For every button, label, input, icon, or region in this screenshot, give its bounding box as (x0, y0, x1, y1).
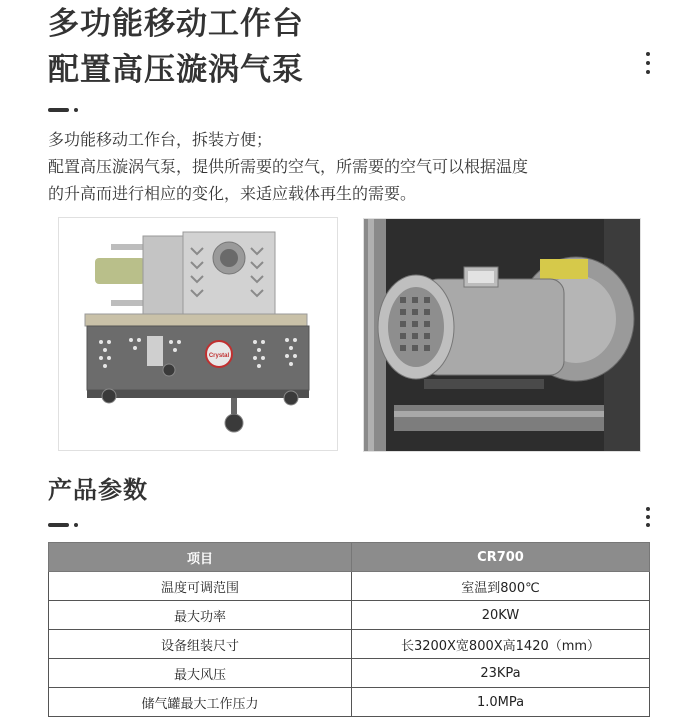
specs-table (48, 542, 650, 717)
table-row (49, 572, 650, 601)
table-cell: 最大风压 (49, 659, 352, 688)
section-divider (48, 523, 84, 529)
page-title-line-2: 配置高压漩涡气泵 (48, 52, 304, 88)
page-title-line-1: 多功能移动工作台 (48, 6, 304, 42)
table-cell: 室温到800℃ (352, 572, 650, 601)
table-row (49, 659, 650, 688)
more-vertical-icon[interactable] (646, 52, 652, 78)
more-vertical-icon[interactable] (646, 507, 652, 533)
table-row (49, 630, 650, 659)
table-cell: 23KPa (352, 659, 650, 688)
column-header: 项目 (49, 543, 352, 572)
description-line: 配置高压漩涡气泵，提供所需要的空气，所需要的空气可以根据温度 (48, 157, 529, 176)
table-cell: 设备组装尺寸 (49, 630, 352, 659)
table-header-row (49, 543, 650, 572)
section-divider (48, 108, 84, 114)
description-line: 多功能移动工作台，拆装方便； (48, 130, 273, 149)
mobile-workbench-photo (58, 217, 338, 451)
table-cell: 储气罐最大工作压力 (49, 688, 352, 717)
section-title: 产品参数 (48, 476, 148, 504)
description-line: 的升高而进行相应的变化，来适应载体再生的需要。 (48, 184, 417, 203)
brand-logo-text: Crystal (208, 353, 230, 359)
table-cell: 最大功率 (49, 601, 352, 630)
table-row (49, 601, 650, 630)
table-cell: 长3200X宽800X高1420（mm） (352, 630, 650, 659)
table-row (49, 688, 650, 717)
table-cell: 1.0MPa (352, 688, 650, 717)
column-header: CR700 (352, 543, 650, 572)
table-cell: 温度可调范围 (49, 572, 352, 601)
vortex-air-pump-photo (363, 218, 641, 452)
description (48, 126, 678, 207)
table-cell: 20KW (352, 601, 650, 630)
